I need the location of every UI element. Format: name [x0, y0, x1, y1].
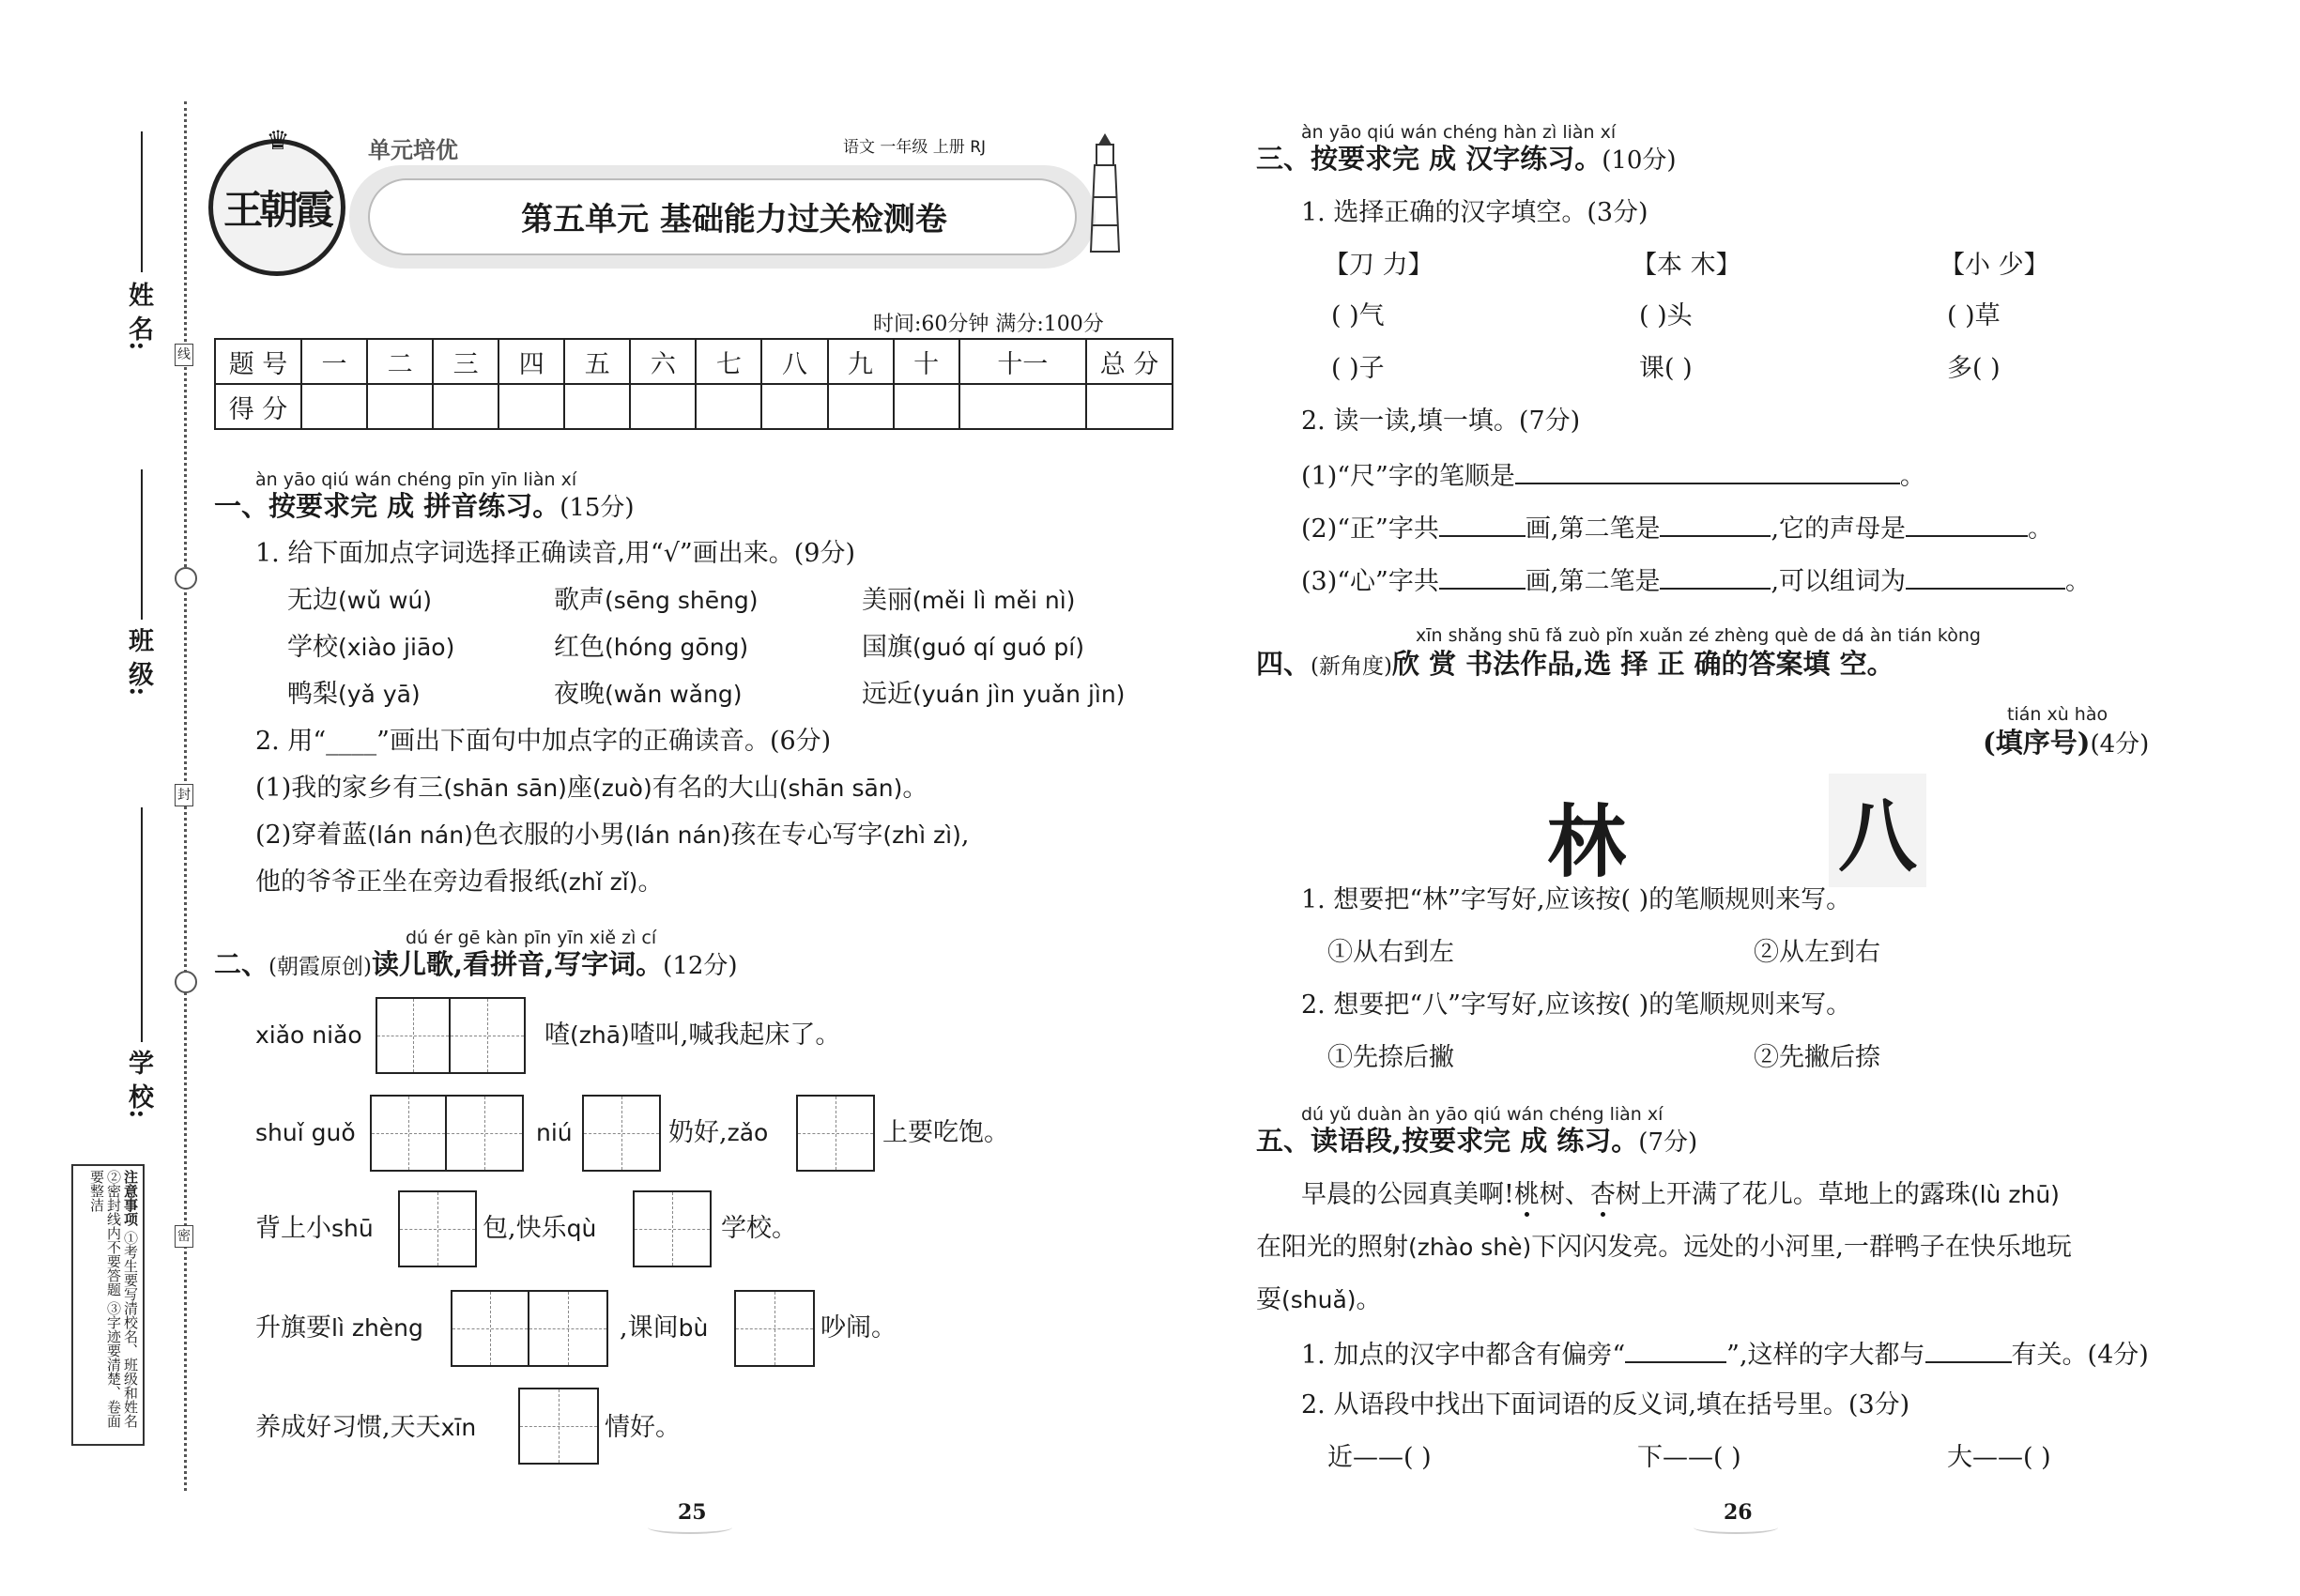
s3-blank[interactable]: 多( )	[1947, 354, 2001, 383]
s5-para-line-1	[1301, 1179, 2060, 1211]
s1-item	[554, 679, 743, 711]
s3-fill-blank[interactable]	[1660, 563, 1771, 590]
s3-pinyin: àn yāo qiú wán chéng hàn zì liàn xí	[1301, 122, 1617, 143]
s3-text: (1)“尺”字的笔顺是	[1301, 462, 1515, 491]
s3-fill-blank[interactable]	[1515, 458, 1900, 484]
s1-text: 座	[566, 774, 592, 803]
s1-reading[interactable]: (xiào jiāo)	[338, 634, 455, 661]
s3-title	[1256, 143, 1677, 176]
s2-pinyin: dú ér gē kàn pīn yīn xiě zì cí	[406, 928, 657, 948]
s2-text: 上要吃饱。	[882, 1118, 1009, 1147]
s2-pinyin-prompt: niú	[536, 1119, 573, 1146]
s2-text: 学校。	[721, 1214, 797, 1243]
s1-sentence-3	[255, 867, 663, 898]
s5-fill-blank[interactable]	[1925, 1337, 2012, 1363]
s1-word: 美丽	[862, 586, 912, 615]
s5-antonym[interactable]: 下——( )	[1637, 1443, 1741, 1472]
s3-blank[interactable]: 课( )	[1639, 354, 1693, 383]
name-label: 姓 名:	[124, 282, 153, 351]
s5-pinyin: dú yǔ duàn àn yāo qiú wán chéng liàn xí	[1301, 1104, 1664, 1125]
score-header-cell: 八	[761, 339, 827, 384]
s1-reading[interactable]: (shān sān)	[778, 775, 903, 802]
s1-text: 他的爷爷正坐在旁边看报纸	[255, 867, 560, 897]
score-cell[interactable]	[498, 384, 564, 429]
s3-fill-1	[1301, 458, 1925, 493]
school-label: 学 校:	[124, 1050, 153, 1119]
writing-grid[interactable]	[398, 1190, 477, 1267]
score-header-cell: 七	[696, 339, 761, 384]
s5-antonym[interactable]: 大——( )	[1947, 1443, 2051, 1472]
score-cell[interactable]	[1086, 384, 1173, 429]
s1-item	[862, 585, 1075, 617]
s3-text: 。	[2028, 514, 2054, 544]
s3-q2: 2. 读一读,填一填。(7分)	[1301, 407, 1581, 436]
s5-reading: (lù zhū)	[1970, 1181, 2060, 1208]
s1-item	[287, 679, 421, 711]
writing-grid[interactable]	[376, 997, 526, 1074]
s2-text: 养成好习惯,天天	[255, 1413, 441, 1442]
class-line[interactable]	[141, 469, 143, 620]
s3-blank[interactable]: ( )头	[1639, 301, 1693, 330]
s1-reading[interactable]: (yuán jìn yuǎn jìn)	[912, 681, 1126, 708]
score-header-cell: 五	[564, 339, 630, 384]
s1-word: 学校	[287, 633, 338, 662]
s2-pinyin-prompt: bù	[678, 1314, 709, 1342]
s1-text: (1)我的家乡有三	[255, 774, 444, 803]
s1-word: 远近	[862, 680, 912, 709]
s2-tag: (朝霞原创)	[268, 955, 372, 979]
s1-text: 。	[902, 774, 928, 803]
header-meta: 语文 一年级 上册 RJ	[843, 138, 987, 157]
s4-q2: 2. 想要把“八”字写好,应该按( )的笔顺规则来写。	[1301, 990, 1852, 1020]
s1-item	[287, 632, 454, 664]
score-cell[interactable]	[696, 384, 761, 429]
page-title: 第五单元 基础能力过关检测卷	[521, 201, 947, 238]
s2-pinyin-prompt: lì zhèng	[331, 1314, 423, 1342]
s3-group: 【小 少】	[1940, 251, 2049, 280]
s3-fill-blank[interactable]	[1660, 511, 1771, 537]
s2-line-3-b	[483, 1213, 596, 1245]
calligraphy-char-lin: 林	[1547, 796, 1627, 888]
seal-tag-line: 线	[175, 344, 193, 366]
score-table	[214, 338, 1173, 430]
s5-q1	[1301, 1337, 2149, 1372]
s3-blank[interactable]: ( )草	[1947, 301, 2001, 330]
s4-pinyin: xīn shǎng shū fǎ zuò pǐn xuǎn zé zhèng què de dá àn tián kòng	[1416, 625, 1981, 646]
s1-word: 无边	[287, 586, 338, 615]
page-ornament	[648, 1521, 732, 1534]
s1-item	[287, 585, 432, 617]
s3-blank[interactable]: ( )气	[1331, 301, 1385, 330]
school-line[interactable]	[141, 807, 143, 1042]
s2-text: ,课间	[620, 1313, 679, 1343]
s1-word: 夜晚	[554, 680, 605, 709]
s1-q2: 2. 用“____”画出下面句中加点字的正确读音。(6分)	[255, 727, 832, 756]
s1-text: 色衣服的小男	[472, 821, 625, 850]
s2-title-text: 读儿歌,看拼音,写字词。	[371, 948, 664, 980]
s1-reading[interactable]: (wǎn wǎng)	[605, 681, 743, 708]
score-table-row	[215, 384, 1173, 429]
score-header-cell: 总 分	[1086, 339, 1173, 384]
s2-pinyin-prompt: xiǎo niǎo	[255, 1021, 362, 1049]
s3-fill-blank[interactable]	[1906, 511, 2028, 537]
s1-text: 有名的大山	[652, 774, 779, 803]
s4-pinyin-2: tián xù hào	[2007, 704, 2108, 725]
s1-word: 红色	[554, 633, 605, 662]
s2-text: 包,快乐	[483, 1214, 567, 1243]
s1-word: 歌声	[554, 586, 605, 615]
s1-text: 孩在专心写字	[730, 821, 883, 850]
notes-text: ①考生要写清校名、班级和姓名 ②密封线内不要答题 ③字迹要清楚、卷面要整洁	[88, 1170, 139, 1428]
s1-score: (15分)	[560, 494, 635, 522]
s4-q1: 1. 想要把“林”字写好,应该按( )的笔顺规则来写。	[1301, 885, 1852, 914]
s1-reading: (zuò)	[591, 775, 652, 802]
s1-reading[interactable]: (guó qí guó pí)	[912, 634, 1084, 661]
score-cell[interactable]	[630, 384, 696, 429]
s5-text: 树、	[1539, 1180, 1590, 1209]
writing-grid[interactable]	[796, 1095, 875, 1172]
score-header-cell: 题 号	[215, 339, 301, 384]
score-cell[interactable]	[433, 384, 498, 429]
s5-title	[1256, 1125, 1697, 1159]
s3-score: (10分)	[1602, 146, 1677, 175]
s3-fill-3	[1301, 563, 2091, 598]
writing-grid[interactable]	[734, 1290, 815, 1367]
s1-title-text: 一、按要求完 成 拼音练习。	[214, 490, 560, 522]
s1-reading[interactable]: (hóng gōng)	[605, 634, 749, 661]
seal-tag-secret: 密	[175, 1225, 193, 1248]
s2-text: 奶好,	[668, 1118, 728, 1147]
s1-item	[862, 632, 1084, 664]
seal-tag-seal: 封	[175, 784, 193, 806]
time-info: 时间:60分钟 满分:100分	[873, 313, 1104, 336]
score-header-cell: 二	[367, 339, 433, 384]
series-label: 单元培优	[368, 137, 458, 163]
title-banner	[349, 165, 1096, 269]
name-line[interactable]	[141, 131, 143, 272]
s5-para-line-3	[1256, 1284, 1382, 1316]
s1-reading[interactable]: (měi lì měi nì)	[912, 587, 1076, 614]
s2-line-3-a	[255, 1213, 374, 1245]
s4-option[interactable]: ①从右到左	[1327, 938, 1454, 967]
s5-fill-blank[interactable]	[1625, 1337, 1726, 1363]
s2-pinyin-prompt: shū	[331, 1215, 374, 1242]
s2-line-1-text	[544, 1020, 840, 1051]
s1-sentence-2	[255, 820, 969, 852]
s2-text	[668, 1117, 768, 1149]
s2-text: 背上小	[255, 1214, 331, 1243]
s5-reading: (shuǎ)	[1281, 1286, 1357, 1313]
s3-fill-blank[interactable]	[1439, 563, 1526, 590]
score-header-cell: 三	[433, 339, 498, 384]
s3-text: 。	[2065, 567, 2092, 596]
calligraphy-char-ba: 八	[1829, 774, 1926, 887]
notes-title: 注意事项	[122, 1170, 139, 1226]
score-cell[interactable]	[828, 384, 894, 429]
s4-title-2-text: (填序号)	[1983, 727, 2091, 759]
s2-pinyin-prompt: xīn	[440, 1414, 477, 1441]
score-header-cell: 十一	[959, 339, 1086, 384]
s3-fill-blank[interactable]	[1439, 511, 1526, 537]
s1-reading[interactable]: (zhǐ zǐ)	[560, 868, 638, 896]
score-header-cell: 六	[630, 339, 696, 384]
s4-title	[1256, 648, 1894, 683]
s4-tag: (新角度)	[1311, 654, 1392, 679]
score-header-cell: 一	[301, 339, 367, 384]
writing-grid[interactable]	[633, 1190, 712, 1267]
lighthouse-icon	[1087, 131, 1123, 253]
s4-score: (4分)	[2090, 730, 2150, 759]
s3-fill-2	[1301, 511, 2053, 545]
s5-text: 在阳光的照射	[1256, 1233, 1408, 1262]
s5-text: 有关。(4分)	[2011, 1341, 2149, 1370]
s5-text: 1. 加点的汉字中都含有偏旁“	[1301, 1341, 1626, 1370]
s5-para-line-2	[1256, 1232, 2072, 1264]
score-table-row	[215, 339, 1173, 384]
s4-title-text: 欣 赏 书法作品,选 择 正 确的答案填 空。	[1391, 648, 1894, 680]
s3-text: 。	[1899, 462, 1925, 491]
score-cell[interactable]	[959, 384, 1086, 429]
s4-option[interactable]: ①先捺后撇	[1327, 1043, 1454, 1072]
brand-logo	[208, 125, 345, 276]
s2-pinyin-prompt: qù	[566, 1215, 597, 1242]
s5-text: 早晨的公园真美啊!	[1301, 1180, 1514, 1209]
s4-option[interactable]: ②从左到右	[1754, 938, 1880, 967]
s1-q1: 1. 给下面加点字词选择正确读音,用“√”画出来。(9分)	[255, 539, 855, 568]
s1-item	[862, 679, 1125, 711]
s2-line-5-a	[255, 1412, 476, 1444]
s2-line-4-a	[255, 1312, 423, 1344]
binding-ring-icon	[175, 971, 197, 993]
s2-text: 喳	[544, 1021, 570, 1050]
s2-line-4-b	[620, 1312, 708, 1344]
s4-title-pre: 四、	[1256, 648, 1311, 680]
s2-text: 喳叫,喊我起床了。	[629, 1021, 841, 1050]
s3-text: 画,第二笔是	[1525, 514, 1661, 544]
score-cell[interactable]	[367, 384, 433, 429]
s1-reading[interactable]: (lán nán)	[367, 821, 473, 849]
s5-text: 耍	[1256, 1285, 1281, 1314]
class-label: 班 级:	[124, 627, 153, 697]
s1-sentence-1	[255, 773, 928, 805]
s1-reading[interactable]: (lán nán)	[624, 821, 731, 849]
s5-dotted-char: 杏	[1589, 1180, 1616, 1209]
s1-pinyin: àn yāo qiú wán chéng pīn yīn liàn xí	[255, 469, 577, 490]
writing-grid[interactable]	[582, 1095, 661, 1172]
writing-grid[interactable]	[370, 1095, 524, 1172]
writing-grid[interactable]	[518, 1388, 599, 1465]
s1-item	[554, 585, 759, 617]
score-cell[interactable]	[301, 384, 367, 429]
s4-title-2	[1983, 727, 2149, 760]
s2-pinyin-prompt: shuǐ guǒ	[255, 1119, 356, 1146]
s1-title	[214, 490, 635, 524]
score-cell[interactable]	[564, 384, 630, 429]
s5-text: 下闪闪发亮。远处的小河里,一群鸭子在快乐地玩	[1531, 1233, 2072, 1262]
s3-text: (2)“正”字共	[1301, 514, 1439, 544]
s5-antonym[interactable]: 近——( )	[1327, 1443, 1432, 1472]
notes-box	[71, 1164, 145, 1446]
s2-text: 吵闹。	[820, 1313, 897, 1343]
s5-text: 。	[1356, 1285, 1382, 1314]
brand-logo-icon: ♛	[266, 125, 290, 156]
s1-reading[interactable]: (sēng shēng)	[605, 587, 759, 614]
page-number-left: 25	[678, 1500, 707, 1525]
s1-reading[interactable]: (wǔ wú)	[338, 587, 433, 614]
score-row-label: 得 分	[215, 384, 301, 429]
s2-title	[214, 948, 738, 983]
s2-title-pre: 二、	[214, 948, 269, 980]
s3-text: ,它的声母是	[1771, 514, 1907, 544]
binding-ring-icon	[175, 567, 197, 590]
score-header-cell: 九	[828, 339, 894, 384]
s3-blank[interactable]: ( )子	[1331, 354, 1385, 383]
s3-group: 【刀 力】	[1324, 251, 1434, 280]
s3-text: (3)“心”字共	[1301, 567, 1439, 596]
s3-text: 画,第二笔是	[1525, 567, 1661, 596]
score-header-cell: 四	[498, 339, 564, 384]
s5-text: 树上开满了花儿。草地上的露珠	[1615, 1180, 1970, 1209]
s1-reading[interactable]: (yǎ yā)	[338, 681, 421, 708]
score-cell[interactable]	[894, 384, 959, 429]
s3-q1: 1. 选择正确的汉字填空。(3分)	[1301, 198, 1648, 227]
score-header-cell: 十	[894, 339, 959, 384]
s4-option[interactable]: ②先撇后捺	[1754, 1043, 1880, 1072]
s1-reading[interactable]: (zhì zì)	[882, 821, 961, 849]
s5-dotted-char: 桃	[1513, 1180, 1540, 1209]
page-number-right: 26	[1724, 1500, 1753, 1525]
s2-text: 升旗要	[255, 1313, 331, 1343]
s1-text: 。	[637, 867, 664, 897]
s3-fill-blank[interactable]	[1906, 563, 2065, 590]
s5-text: ”,这样的字大都与	[1726, 1341, 1925, 1370]
s3-group: 【本 木】	[1632, 251, 1741, 280]
s3-title-text: 三、按要求完 成 汉字练习。	[1256, 143, 1602, 175]
writing-grid[interactable]	[451, 1290, 608, 1367]
s3-text: ,可以组词为	[1771, 567, 1907, 596]
s5-reading: (zhào shè)	[1408, 1234, 1532, 1261]
s1-text: ,	[960, 821, 970, 850]
s2-pinyin-prompt: zǎo	[727, 1119, 769, 1146]
s1-text: (2)穿着蓝	[255, 821, 368, 850]
s2-reading: (zhā)	[570, 1021, 630, 1049]
s1-word: 国旗	[862, 633, 912, 662]
s1-reading[interactable]: (shān sān)	[443, 775, 567, 802]
s5-q2: 2. 从语段中找出下面词语的反义词,填在括号里。(3分)	[1301, 1390, 1910, 1420]
score-cell[interactable]	[761, 384, 827, 429]
s2-score: (12分)	[663, 952, 738, 980]
brand-name: 王朝霞	[222, 187, 330, 233]
page-ornament	[1694, 1521, 1778, 1534]
s5-title-text: 五、读语段,按要求完 成 练习。	[1256, 1125, 1639, 1157]
s1-item	[554, 632, 748, 664]
s2-text: 情好。	[605, 1413, 681, 1442]
s1-word: 鸭梨	[287, 680, 338, 709]
s5-score: (7分)	[1638, 1128, 1698, 1157]
